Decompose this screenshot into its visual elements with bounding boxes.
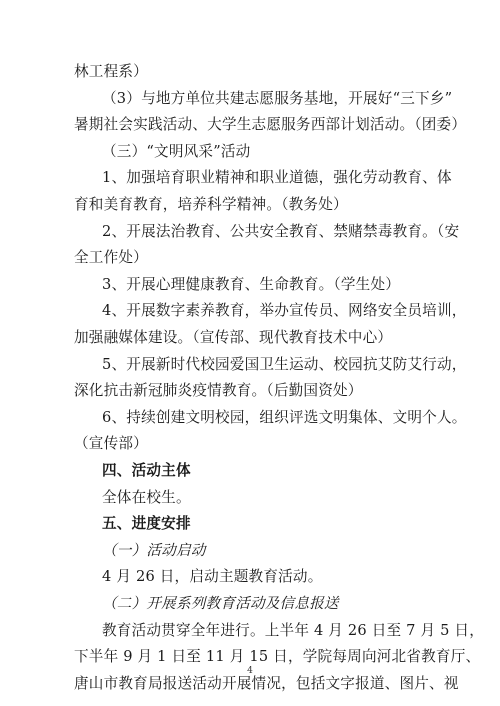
text-line: 育和美育教育，培养科学精神。（教务处） xyxy=(74,196,348,213)
section-heading: 五、进度安排 xyxy=(102,515,191,533)
section-heading: （三）“文明风采”活动 xyxy=(102,142,251,160)
section-heading: 四、活动主体 xyxy=(102,462,191,479)
text-line: 唐山市教育局报送活动开展情况，包括文字报道、图片、视 xyxy=(74,674,459,692)
text-line: 2、开展法治教育、公共安全教育、禁赌禁毒教育。（安 xyxy=(102,222,460,240)
text-line: 1、加强培育职业精神和职业道德，强化劳动教育、体 xyxy=(102,169,452,187)
text-line: 4、开展数字素养教育，举办宣传员、网络安全员培训， xyxy=(102,302,467,320)
text-line: 下半年 9 月 1 日至 11 月 15 日，学院每周向河北省教育厅、 xyxy=(74,648,481,666)
text-line: 3、开展心理健康教育、生命教育。（学生处） xyxy=(102,275,401,293)
section-heading: （一）活动启动 xyxy=(102,541,206,559)
text-line: 4 月 26 日，启动主题教育活动。 xyxy=(102,568,323,586)
text-line: 教育活动贯穿全年进行。上半年 4 月 26 日至 7 月 5 日， xyxy=(102,621,485,639)
text-line: 林工程系） xyxy=(74,63,148,80)
text-line: 加强融媒体建设。（宣传部、现代教育技术中心） xyxy=(74,329,393,346)
text-line: 暑期社会实践活动、大学生志愿服务西部计划活动。（团委） xyxy=(74,116,467,134)
text-line: 6、持续创建文明校园，组织评选文明集体、文明个人。 xyxy=(102,408,467,426)
text-line: 5、开展新时代校园爱国卫生运动、校园抗艾防艾行动， xyxy=(102,355,467,373)
section-heading: （二）开展系列教育活动及信息报送 xyxy=(102,595,339,612)
text-line: 全工作处） xyxy=(74,249,148,267)
text-line: 全体在校生。 xyxy=(102,488,191,506)
text-line: 深化抗击新冠肺炎疫情教育。（后勤国资处） xyxy=(74,382,363,400)
text-line: （3）与地方单位共建志愿服务基地，开展好“三下乡” xyxy=(102,89,453,107)
text-line: （宣传部） xyxy=(74,435,148,453)
page-number: 4 xyxy=(247,666,253,676)
